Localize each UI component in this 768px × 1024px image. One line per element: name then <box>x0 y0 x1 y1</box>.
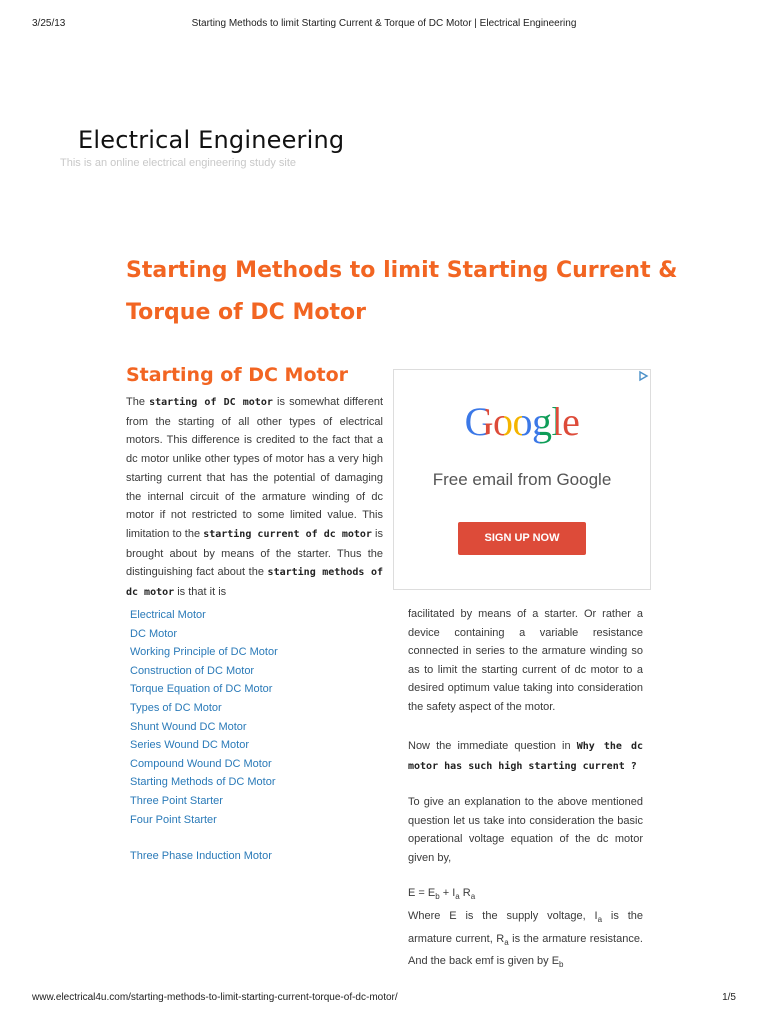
sidebar-link-starting-methods[interactable]: Starting Methods of DC Motor <box>130 776 276 789</box>
section-heading: Starting of DC Motor <box>126 364 349 386</box>
sidebar-link-dc-motor[interactable]: DC Motor <box>130 627 178 640</box>
sidebar-link-list <box>130 606 370 866</box>
print-date: 3/25/13 <box>32 18 66 29</box>
article-title-line-2: Torque of DC Motor <box>126 300 366 325</box>
sidebar-link-torque-equation[interactable]: Torque Equation of DC Motor <box>130 683 273 696</box>
sidebar-link-construction[interactable]: Construction of DC Motor <box>130 664 255 677</box>
explanation-paragraph: To give an explanation to the above mentioned question let us take into consideration the basic operational voltage equation of the dc motor given by, <box>408 796 643 864</box>
ad-choices-icon[interactable] <box>636 370 650 384</box>
ad-text: Free email from Google <box>432 470 612 489</box>
site-title[interactable]: Electrical Engineering <box>78 126 345 154</box>
print-page-title: Starting Methods to limit Starting Current & Torque of DC Motor | Electrical Engineering <box>191 18 577 29</box>
print-url: www.electrical4u.com/starting-methods-to-limit-starting-current-torque-of-dc-motor/ <box>32 992 398 1003</box>
google-ad-banner[interactable] <box>393 369 651 590</box>
sidebar-link-working-principle[interactable]: Working Principle of DC Motor <box>130 646 278 659</box>
where-paragraph: Where E is the supply voltage, $I_a$ is the armature current, $R_a$ is the armature resistance. And the back emf is given by $E_b$ <box>408 909 643 970</box>
sidebar-link-types[interactable]: Types of DC Motor <box>130 701 222 714</box>
voltage-equation: $E = E_b + I_a$ $R_a$ <box>408 887 476 902</box>
google-logo <box>394 398 650 445</box>
sign-up-button[interactable]: SIGN UP NOW <box>458 522 586 555</box>
sidebar-link-compound-wound[interactable]: Compound Wound DC Motor <box>130 757 272 770</box>
continued-paragraph: facilitated by means of a starter. Or rather a device containing a variable resistance connected in series to the armature winding so as to limit the starting current of dc motor to a desired optimum value taking into consideration the safety aspect of the motor. <box>408 608 643 713</box>
sidebar-link-shunt-wound[interactable]: Shunt Wound DC Motor <box>130 720 247 733</box>
sidebar-link-series-wound[interactable]: Series Wound DC Motor <box>130 739 250 752</box>
article-title <box>126 250 686 334</box>
print-page-number: 1/5 <box>722 992 736 1003</box>
question-paragraph: Now the immediate question in Why the dc motor has such high starting current ? <box>408 740 643 772</box>
google-logo-text: Google <box>464 399 580 444</box>
equation-block <box>408 884 643 975</box>
sidebar-link-electrical-motor[interactable]: Electrical Motor <box>130 609 206 621</box>
sidebar-link-three-point-starter[interactable]: Three Point Starter <box>130 794 223 807</box>
sidebar-link-four-point-starter[interactable]: Four Point Starter <box>130 813 217 826</box>
sidebar-spacer <box>130 829 370 847</box>
intro-paragraph: The starting of DC motor is somewhat different from the starting of all other types of electrical motors. This difference is credited to the fact that a dc motor unlike other types of motor has a very high starting current that has the potential of damaging the internal circuit of the armature winding of dc motor if not restricted to some limited value. This limitation to the starting current of dc motor is brought about by means of the starter. Thus the distinguishing fact about the starting methods of dc motor is that it is <box>126 396 383 599</box>
site-tagline: This is an online electrical engineering study site <box>60 157 297 169</box>
sidebar-link-three-phase-induction[interactable]: Three Phase Induction Motor <box>130 850 272 863</box>
article-title-line-1: Starting Methods to limit Starting Current & <box>126 258 678 283</box>
